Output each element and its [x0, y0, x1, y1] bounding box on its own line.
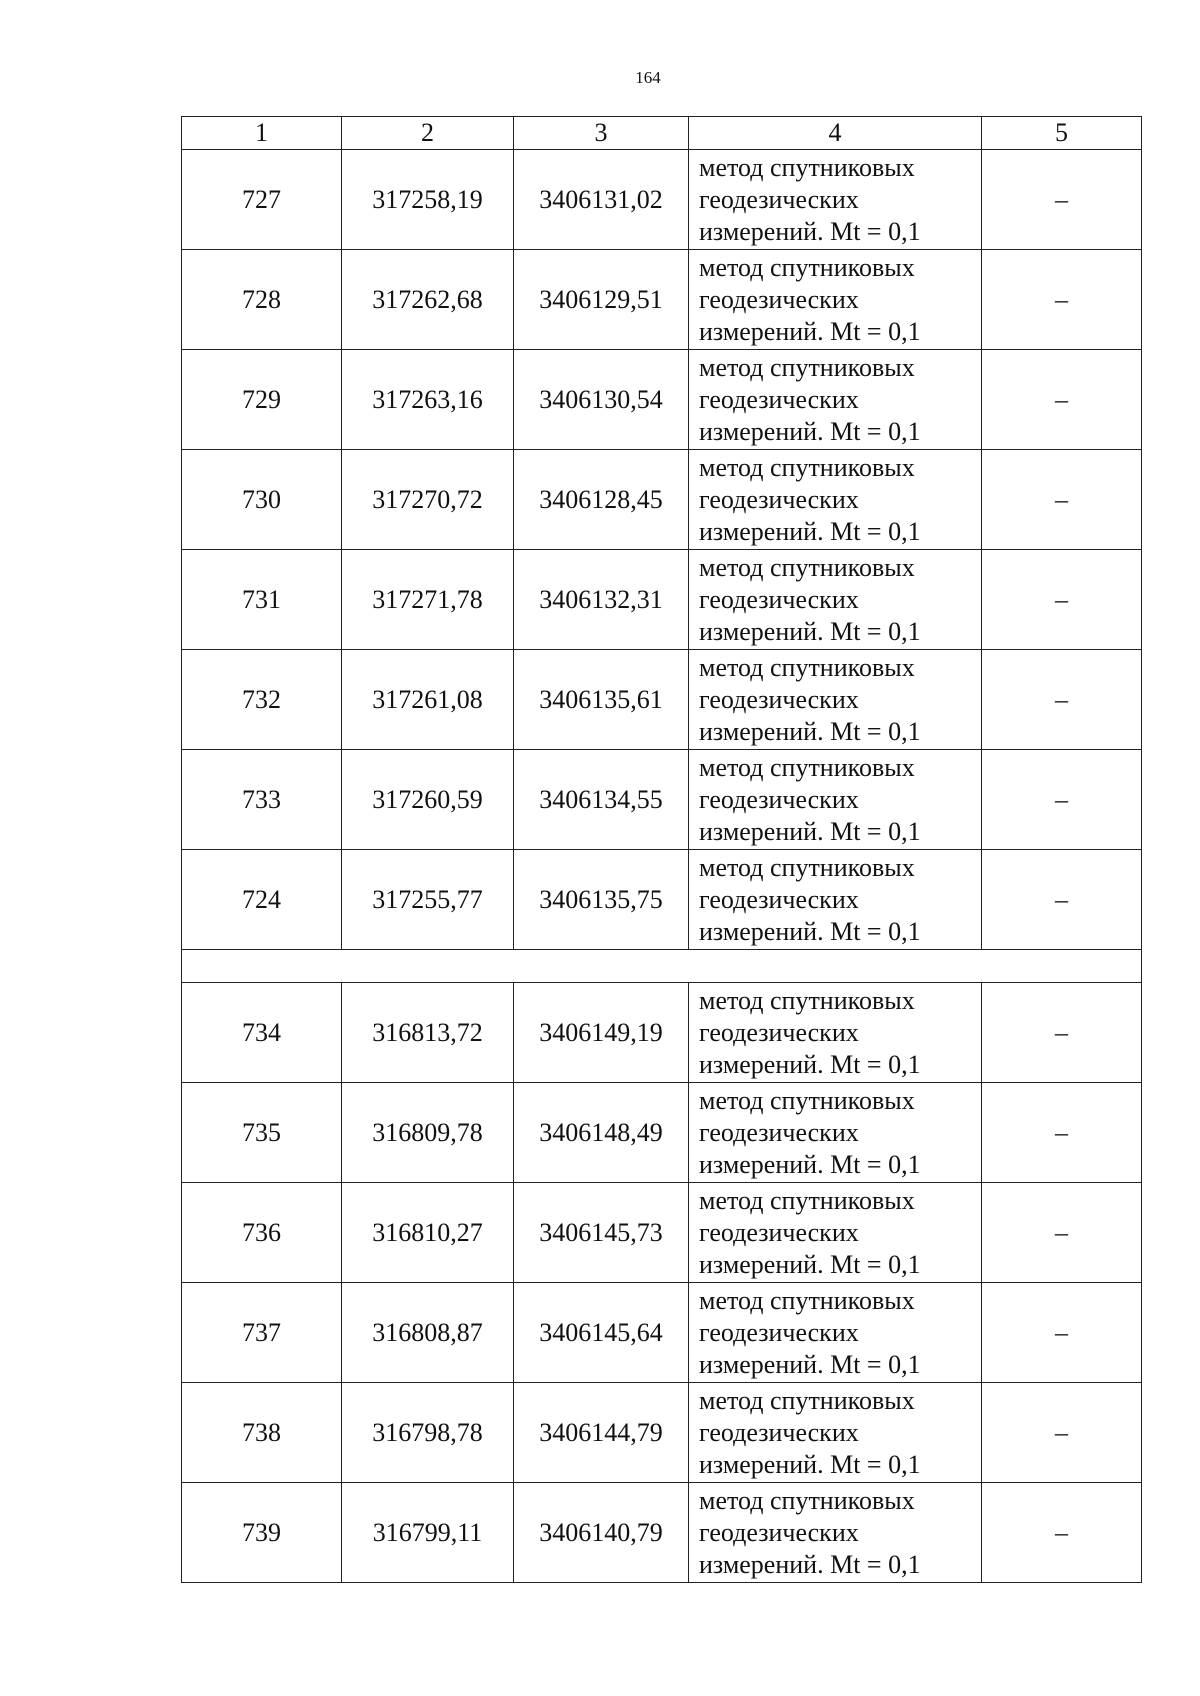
method-line: геодезических [699, 684, 859, 714]
note-cell: – [982, 850, 1142, 950]
method-line: метод спутниковых [699, 352, 915, 382]
coordinates-table [181, 116, 1142, 1583]
coordinates-table-container [181, 116, 1141, 1583]
method-cell [689, 1283, 982, 1383]
method-line: измерений. Mt = 0,1 [699, 816, 921, 846]
note-cell: – [982, 150, 1142, 250]
x-coordinate-cell: 316809,78 [342, 1083, 514, 1183]
table-row [182, 450, 1142, 550]
x-coordinate-cell: 316798,78 [342, 1383, 514, 1483]
method-line: метод спутниковых [699, 852, 915, 882]
point-number-cell: 727 [182, 150, 342, 250]
y-coordinate-cell: 3406128,45 [514, 450, 689, 550]
method-line: метод спутниковых [699, 1385, 915, 1415]
method-line: геодезических [699, 284, 859, 314]
method-cell [689, 650, 982, 750]
method-line: геодезических [699, 184, 859, 214]
x-coordinate-cell: 316813,72 [342, 983, 514, 1083]
method-line: измерений. Mt = 0,1 [699, 716, 921, 746]
header-row [182, 117, 1142, 150]
y-coordinate-cell: 3406132,31 [514, 550, 689, 650]
x-coordinate-cell: 317261,08 [342, 650, 514, 750]
page-number: 164 [635, 68, 661, 87]
method-line: метод спутниковых [699, 1285, 915, 1315]
x-coordinate-cell: 317258,19 [342, 150, 514, 250]
table-row [182, 750, 1142, 850]
method-cell [689, 850, 982, 950]
method-line: измерений. Mt = 0,1 [699, 516, 921, 546]
point-number-cell: 724 [182, 850, 342, 950]
table-row [182, 150, 1142, 250]
method-cell [689, 550, 982, 650]
y-coordinate-cell: 3406130,54 [514, 350, 689, 450]
method-line: метод спутниковых [699, 985, 915, 1015]
method-line: метод спутниковых [699, 252, 915, 282]
method-cell [689, 1383, 982, 1483]
method-cell [689, 750, 982, 850]
x-coordinate-cell: 317263,16 [342, 350, 514, 450]
y-coordinate-cell: 3406145,64 [514, 1283, 689, 1383]
method-line: измерений. Mt = 0,1 [699, 1249, 921, 1279]
point-number-cell: 735 [182, 1083, 342, 1183]
method-cell [689, 1483, 982, 1583]
x-coordinate-cell: 316808,87 [342, 1283, 514, 1383]
method-line: геодезических [699, 1517, 859, 1547]
method-line: геодезических [699, 884, 859, 914]
y-coordinate-cell: 3406144,79 [514, 1383, 689, 1483]
method-cell [689, 150, 982, 250]
method-line: измерений. Mt = 0,1 [699, 416, 921, 446]
note-cell: – [982, 350, 1142, 450]
table-row [182, 1483, 1142, 1583]
table-row [182, 983, 1142, 1083]
method-line: метод спутниковых [699, 652, 915, 682]
point-number-cell: 733 [182, 750, 342, 850]
method-line: метод спутниковых [699, 152, 915, 182]
method-cell [689, 1083, 982, 1183]
point-number-cell: 738 [182, 1383, 342, 1483]
method-line: геодезических [699, 1317, 859, 1347]
note-cell: – [982, 750, 1142, 850]
note-cell: – [982, 1483, 1142, 1583]
method-line: геодезических [699, 584, 859, 614]
header-col-5: 5 [982, 117, 1142, 150]
point-number-cell: 730 [182, 450, 342, 550]
note-cell: – [982, 250, 1142, 350]
note-cell: – [982, 1083, 1142, 1183]
table-row [182, 550, 1142, 650]
method-cell [689, 250, 982, 350]
method-line: измерений. Mt = 0,1 [699, 316, 921, 346]
method-cell [689, 1183, 982, 1283]
method-line: измерений. Mt = 0,1 [699, 616, 921, 646]
x-coordinate-cell: 317255,77 [342, 850, 514, 950]
method-line: измерений. Mt = 0,1 [699, 1349, 921, 1379]
point-number-cell: 729 [182, 350, 342, 450]
method-line: метод спутниковых [699, 1485, 915, 1515]
point-number-cell: 739 [182, 1483, 342, 1583]
y-coordinate-cell: 3406140,79 [514, 1483, 689, 1583]
note-cell: – [982, 550, 1142, 650]
table-row [182, 1183, 1142, 1283]
note-cell: – [982, 450, 1142, 550]
header-col-2: 2 [342, 117, 514, 150]
method-line: измерений. Mt = 0,1 [699, 1549, 921, 1579]
point-number-cell: 736 [182, 1183, 342, 1283]
table-row [182, 850, 1142, 950]
method-line: измерений. Mt = 0,1 [699, 916, 921, 946]
method-line: геодезических [699, 1417, 859, 1447]
y-coordinate-cell: 3406148,49 [514, 1083, 689, 1183]
table-row [182, 1283, 1142, 1383]
y-coordinate-cell: 3406131,02 [514, 150, 689, 250]
point-number-cell: 734 [182, 983, 342, 1083]
table-row [182, 1383, 1142, 1483]
header-col-1: 1 [182, 117, 342, 150]
x-coordinate-cell: 316799,11 [342, 1483, 514, 1583]
note-cell: – [982, 1183, 1142, 1283]
method-line: метод спутниковых [699, 552, 915, 582]
method-line: измерений. Mt = 0,1 [699, 1049, 921, 1079]
note-cell: – [982, 983, 1142, 1083]
method-line: геодезических [699, 1017, 859, 1047]
separator-cell [182, 950, 1142, 983]
method-line: метод спутниковых [699, 1085, 915, 1115]
y-coordinate-cell: 3406149,19 [514, 983, 689, 1083]
y-coordinate-cell: 3406134,55 [514, 750, 689, 850]
note-cell: – [982, 1383, 1142, 1483]
header-col-4: 4 [689, 117, 982, 150]
method-line: измерений. Mt = 0,1 [699, 1449, 921, 1479]
x-coordinate-cell: 317270,72 [342, 450, 514, 550]
point-number-cell: 731 [182, 550, 342, 650]
table-row [182, 650, 1142, 750]
note-cell: – [982, 1283, 1142, 1383]
method-cell [689, 983, 982, 1083]
method-line: метод спутниковых [699, 1185, 915, 1215]
header-col-3: 3 [514, 117, 689, 150]
method-line: метод спутниковых [699, 752, 915, 782]
method-line: геодезических [699, 1117, 859, 1147]
separator-row [182, 950, 1142, 983]
point-number-cell: 728 [182, 250, 342, 350]
y-coordinate-cell: 3406145,73 [514, 1183, 689, 1283]
method-line: геодезических [699, 1217, 859, 1247]
method-line: измерений. Mt = 0,1 [699, 1149, 921, 1179]
method-cell [689, 350, 982, 450]
point-number-cell: 732 [182, 650, 342, 750]
method-line: геодезических [699, 384, 859, 414]
note-cell: – [982, 650, 1142, 750]
method-line: измерений. Mt = 0,1 [699, 216, 921, 246]
x-coordinate-cell: 316810,27 [342, 1183, 514, 1283]
table-row [182, 350, 1142, 450]
y-coordinate-cell: 3406129,51 [514, 250, 689, 350]
method-line: метод спутниковых [699, 452, 915, 482]
x-coordinate-cell: 317262,68 [342, 250, 514, 350]
table-row [182, 250, 1142, 350]
table-body [182, 150, 1142, 1583]
table-row [182, 1083, 1142, 1183]
method-line: геодезических [699, 784, 859, 814]
method-cell [689, 450, 982, 550]
method-line: геодезических [699, 484, 859, 514]
x-coordinate-cell: 317260,59 [342, 750, 514, 850]
y-coordinate-cell: 3406135,75 [514, 850, 689, 950]
y-coordinate-cell: 3406135,61 [514, 650, 689, 750]
x-coordinate-cell: 317271,78 [342, 550, 514, 650]
point-number-cell: 737 [182, 1283, 342, 1383]
table-header [182, 117, 1142, 150]
